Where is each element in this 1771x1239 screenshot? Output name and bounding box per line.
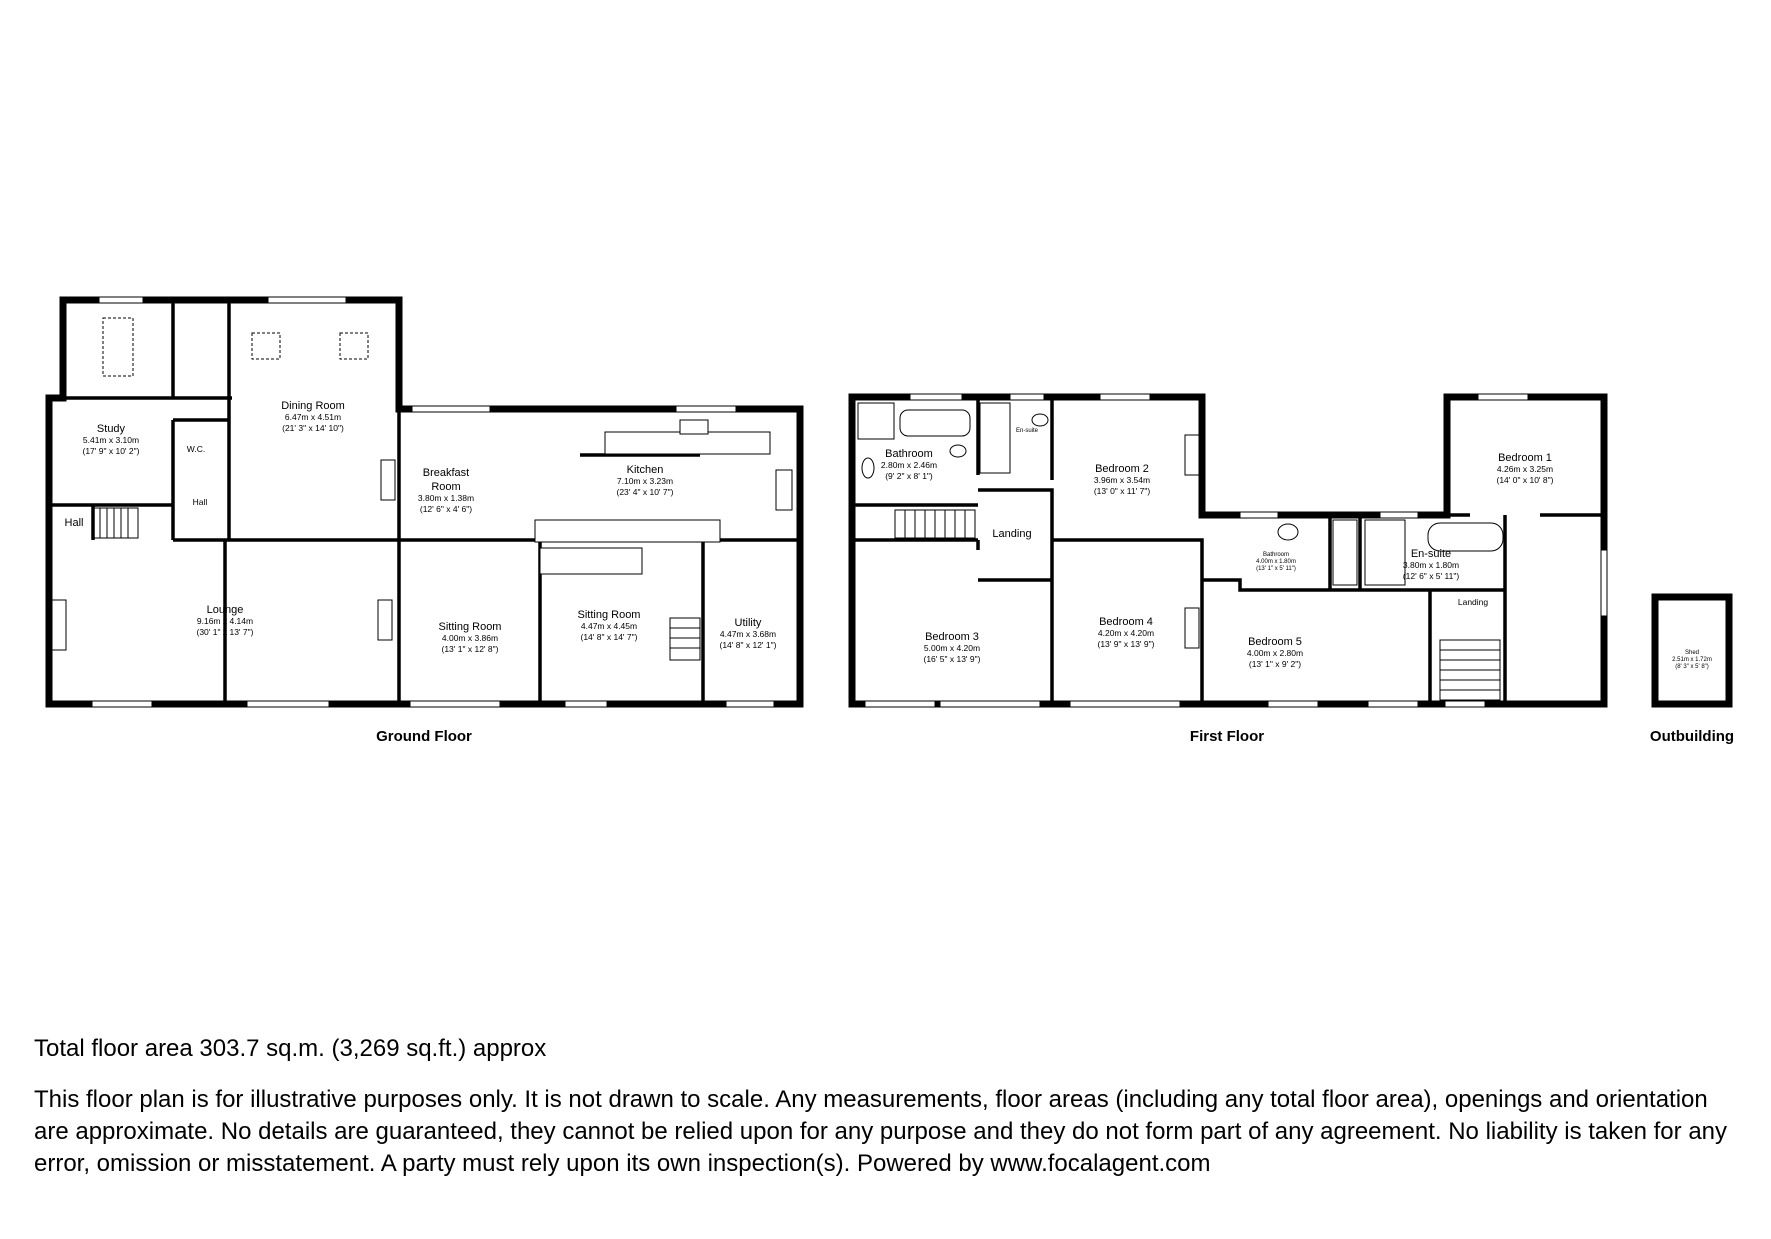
room-name: Hall [64, 517, 84, 529]
room-name: En-suite [1015, 428, 1039, 434]
room-name: Sitting Room [577, 609, 641, 621]
room-dims-imperial: (13' 1" x 9' 2") [1248, 659, 1302, 669]
room-dims-imperial: (13' 0" x 11' 7") [1093, 486, 1151, 496]
room-name: Bedroom 3 [925, 631, 979, 643]
room-dims-imperial: (9' 2" x 8' 1") [885, 471, 933, 481]
room-name: Study [96, 423, 126, 435]
room-dims-metric: 4.00m x 2.80m [1246, 648, 1304, 658]
room-name: Bedroom 5 [1248, 636, 1302, 648]
room-dims-metric: 3.80m x 1.38m [417, 493, 475, 503]
room-dims-imperial: (23' 4" x 10' 7") [616, 487, 674, 497]
room-dims-metric: 3.96m x 3.54m [1093, 475, 1151, 485]
room-name: Bedroom 2 [1095, 463, 1149, 475]
kitchen-counter [605, 432, 770, 454]
room-dims-metric: 4.00m x 3.86m [441, 633, 499, 643]
room-dims-metric: 4.26m x 3.25m [1496, 464, 1554, 474]
room-name: W.C. [186, 444, 206, 454]
room-dims-metric: 6.47m x 4.51m [284, 412, 342, 422]
room-dims-imperial: (12' 6" x 5' 11") [1402, 571, 1460, 581]
room-name: Lounge [206, 604, 244, 616]
hob [776, 470, 792, 510]
room-name: Utility [734, 617, 762, 629]
kitchen-sink [680, 420, 708, 434]
kitchen-island [535, 520, 720, 542]
footer [34, 1034, 1749, 1180]
room-name-line-2: Room [431, 481, 461, 493]
room-name: Breakfast [422, 467, 470, 479]
room-dims-metric: 2.80m x 2.46m [880, 460, 938, 470]
ground-floor-label: Ground Floor [376, 728, 472, 745]
room-dims-imperial: (17' 9" x 10' 2") [82, 446, 140, 456]
room-name: Landing [1457, 597, 1489, 607]
room-dims-imperial: (12' 6" x 4' 6") [419, 504, 473, 514]
room-name: Bathroom [1262, 552, 1290, 558]
room-dims-imperial: (30' 1" x 13' 7") [196, 627, 254, 637]
outbuilding [1650, 597, 1734, 745]
room-name: Bathroom [885, 448, 933, 460]
total-floor-area: Total floor area 303.7 sq.m. (3,269 sq.ft.) approx [34, 1035, 547, 1062]
room-name: Bedroom 1 [1498, 452, 1552, 464]
room-name: En-suite [1410, 548, 1452, 560]
first-floor-sanitary-fixtures [858, 403, 1503, 585]
room-dims-imperial: (16' 5" x 13' 9") [923, 654, 981, 664]
room-name: Bedroom 4 [1099, 616, 1153, 628]
first-floor-label: First Floor [1189, 728, 1265, 745]
room-dims-metric: 5.41m x 3.10m [82, 435, 140, 445]
room-name: Shed [1684, 650, 1700, 656]
room-dims-imperial: (14' 8" x 12' 1") [719, 640, 777, 650]
room-dims-metric: 4.00m x 1.80m [1256, 559, 1296, 565]
room-dims-metric: 9.16m x 4.14m [196, 616, 254, 626]
room-dims-metric: 4.47m x 4.45m [580, 621, 638, 631]
room-name: Hall [192, 497, 208, 507]
skylights [103, 318, 368, 376]
room-dims-metric: 7.10m x 3.23m [616, 476, 674, 486]
disclaimer-text: This floor plan is for illustrative purposes only. It is not drawn to scale. Any measurements, floor areas (including any total floor area), openings and orientation are approximate. No details are guaranteed, they cannot be relied upon for any purpose and they do not form part of any agreement. No liability is taken for any error, omission or misstatement. A party must rely upon its own inspection(s). Powered by www.focalagent.com [34, 1086, 1728, 1177]
room-dims-imperial: (8' 3" x 5' 8") [1675, 664, 1709, 670]
room-dims-metric: 4.47m x 3.68m [719, 629, 777, 639]
room-dims-metric: 2.51m x 1.72m [1672, 657, 1712, 663]
room-name: Dining Room [281, 400, 345, 412]
kitchen-island-2 [540, 548, 642, 574]
room-dims-metric: 3.80m x 1.80m [1402, 560, 1460, 570]
outbuilding-label: Outbuilding [1649, 728, 1735, 745]
room-dims-metric: 5.00m x 4.20m [923, 643, 981, 653]
room-dims-imperial: (13' 1" x 5' 11") [1256, 566, 1296, 572]
room-dims-imperial: (13' 1" x 12' 8") [441, 644, 499, 654]
room-dims-imperial: (14' 0" x 10' 8") [1496, 475, 1554, 485]
first-floor-room-labels [881, 428, 1554, 745]
room-dims-imperial: (14' 8" x 14' 7") [580, 632, 638, 642]
room-name: Sitting Room [438, 621, 502, 633]
room-name: Kitchen [626, 464, 664, 476]
room-name: Landing [992, 528, 1032, 540]
room-dims-imperial: (21' 3" x 14' 10") [282, 423, 344, 433]
room-dims-metric: 4.20m x 4.20m [1097, 628, 1155, 638]
room-dims-imperial: (13' 9" x 13' 9") [1097, 639, 1155, 649]
